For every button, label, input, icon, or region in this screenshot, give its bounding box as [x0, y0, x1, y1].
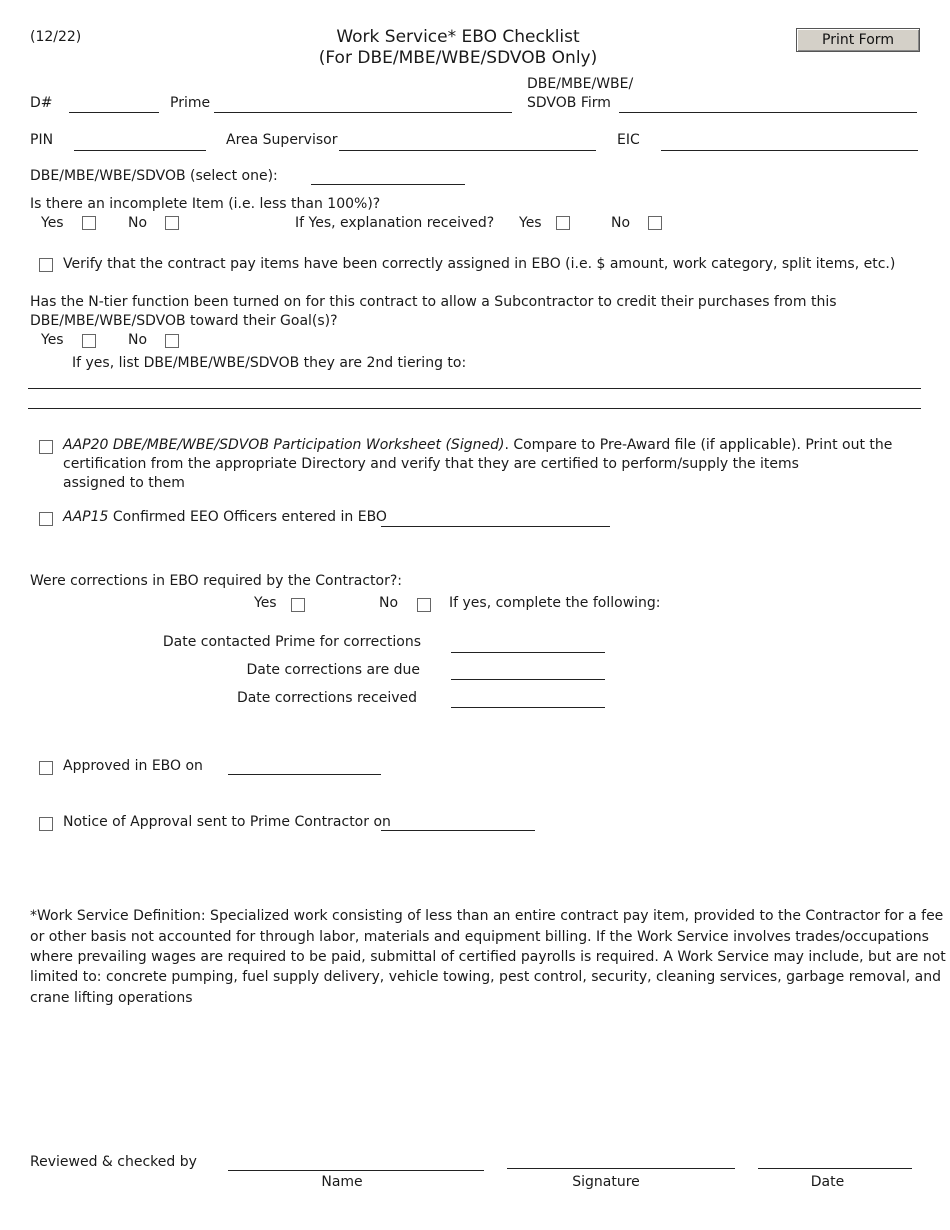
- incomplete-no-label: No: [128, 215, 148, 231]
- name-caption: Name: [321, 1174, 363, 1190]
- approved-checkbox[interactable]: [39, 761, 53, 775]
- firm-label-line2: SDVOB Firm: [527, 95, 611, 111]
- reviewed-label: Reviewed & checked by: [30, 1154, 197, 1170]
- notice-label: Notice of Approval sent to Prime Contractor on: [63, 814, 391, 830]
- select-one-field[interactable]: [311, 184, 465, 185]
- date-contacted-label: Date contacted Prime for corrections: [162, 634, 421, 650]
- prime-label: Prime: [170, 95, 211, 111]
- date-received-field[interactable]: [451, 707, 605, 708]
- corrections-followup: If yes, complete the following:: [449, 595, 661, 611]
- d-number-field[interactable]: [69, 112, 159, 113]
- ntier-question-line1: Has the N-tier function been turned on for this contract to allow a Subcontractor to credit their purchases from this: [30, 294, 837, 310]
- firm-field[interactable]: [619, 112, 917, 113]
- corrections-yes-checkbox[interactable]: [291, 598, 305, 612]
- explanation-no-checkbox[interactable]: [648, 216, 662, 230]
- date-due-field[interactable]: [451, 679, 605, 680]
- notice-checkbox[interactable]: [39, 817, 53, 831]
- print-form-button[interactable]: Print Form: [796, 28, 920, 52]
- aap20-text-line3: assigned to them: [63, 475, 185, 491]
- date-due-label: Date corrections are due: [246, 662, 420, 678]
- form-title: Work Service* EBO Checklist: [336, 27, 580, 47]
- explanation-yes-checkbox[interactable]: [556, 216, 570, 230]
- aap15-checkbox[interactable]: [39, 512, 53, 526]
- aap20-text-line2: certification from the appropriate Directory and verify that they are certified to perform/supply the items: [63, 456, 799, 472]
- area-supervisor-field[interactable]: [339, 150, 596, 151]
- date-received-label: Date corrections received: [236, 690, 417, 706]
- incomplete-yes-checkbox[interactable]: [82, 216, 96, 230]
- select-one-label: DBE/MBE/WBE/SDVOB (select one):: [30, 168, 278, 184]
- pin-label: PIN: [30, 132, 54, 148]
- form-subtitle: (For DBE/MBE/WBE/SDVOB Only): [318, 48, 598, 68]
- prime-field[interactable]: [214, 112, 512, 113]
- reviewer-date-field[interactable]: [758, 1168, 912, 1169]
- approved-label: Approved in EBO on: [63, 758, 203, 774]
- ntier-yes-label: Yes: [41, 332, 64, 348]
- ntier-list-field-2[interactable]: [28, 408, 921, 409]
- date-contacted-field[interactable]: [451, 652, 605, 653]
- area-supervisor-label: Area Supervisor: [226, 132, 338, 148]
- aap15-text: Confirmed EEO Officers entered in EBO: [108, 509, 387, 525]
- definition-line2: or other basis not accounted for through labor, materials and equipment billing. If the Work Service involves trades/occupations: [30, 928, 929, 945]
- eic-field[interactable]: [661, 150, 918, 151]
- verify-pay-items-checkbox[interactable]: [39, 258, 53, 272]
- form-code: (12/22): [30, 29, 82, 45]
- incomplete-yes-label: Yes: [41, 215, 64, 231]
- approved-date-field[interactable]: [228, 774, 381, 775]
- date-caption: Date: [810, 1174, 845, 1190]
- definition-text-line1: Work Service Definition: Specialized work consisting of less than an entire contract pay item, provided to the Contractor for a fee: [37, 908, 944, 924]
- ntier-list-label: If yes, list DBE/MBE/WBE/SDVOB they are 2nd tiering to:: [72, 355, 467, 371]
- aap20-line1: [63, 436, 892, 454]
- aap20-text-line1: . Compare to Pre-Award file (if applicable). Print out the: [504, 437, 893, 453]
- definition-line4: limited to: concrete pumping, fuel supply delivery, vehicle towing, pest control, security, cleaning services, garbage removal, and: [30, 969, 942, 985]
- corrections-yes-label: Yes: [254, 595, 277, 611]
- explanation-no-label: No: [611, 215, 631, 231]
- signature-caption: Signature: [572, 1174, 640, 1190]
- aap15-code: AAP15: [63, 509, 109, 525]
- incomplete-no-checkbox[interactable]: [165, 216, 179, 230]
- aap15-label: [63, 508, 387, 526]
- firm-label-line1: DBE/MBE/WBE/: [527, 76, 634, 92]
- definition-asterisk: *: [30, 908, 37, 924]
- ntier-list-field-1[interactable]: [28, 388, 921, 389]
- definition-line3: where prevailing wages are required to be paid, submittal of certified payrolls is required. A Work Service may include, but are not: [30, 949, 946, 965]
- aap20-title: AAP20 DBE/MBE/WBE/SDVOB Participation Worksheet (Signed): [63, 437, 505, 453]
- incomplete-item-question: Is there an incomplete Item (i.e. less than 100%)?: [30, 196, 381, 212]
- corrections-question: Were corrections in EBO required by the Contractor?:: [30, 573, 402, 589]
- d-number-label: D#: [30, 95, 53, 111]
- eic-label: EIC: [617, 132, 640, 148]
- ntier-yes-checkbox[interactable]: [82, 334, 96, 348]
- corrections-no-label: No: [379, 595, 399, 611]
- aap20-checkbox[interactable]: [39, 440, 53, 454]
- ntier-no-label: No: [128, 332, 148, 348]
- corrections-no-checkbox[interactable]: [417, 598, 431, 612]
- explanation-question: If Yes, explanation received?: [295, 215, 495, 231]
- ntier-no-checkbox[interactable]: [165, 334, 179, 348]
- verify-pay-items-label: Verify that the contract pay items have been correctly assigned in EBO (i.e. $ amount, work category, split items, etc.): [63, 256, 896, 272]
- reviewer-name-field[interactable]: [228, 1170, 484, 1171]
- reviewer-signature-field[interactable]: [507, 1168, 735, 1169]
- ntier-question-line2: DBE/MBE/WBE/SDVOB toward their Goal(s)?: [30, 313, 338, 329]
- aap15-field[interactable]: [381, 526, 610, 527]
- notice-date-field[interactable]: [381, 830, 535, 831]
- definition-line1: [30, 907, 943, 925]
- explanation-yes-label: Yes: [519, 215, 542, 231]
- pin-field[interactable]: [74, 150, 206, 151]
- definition-line5: crane lifting operations: [30, 989, 193, 1006]
